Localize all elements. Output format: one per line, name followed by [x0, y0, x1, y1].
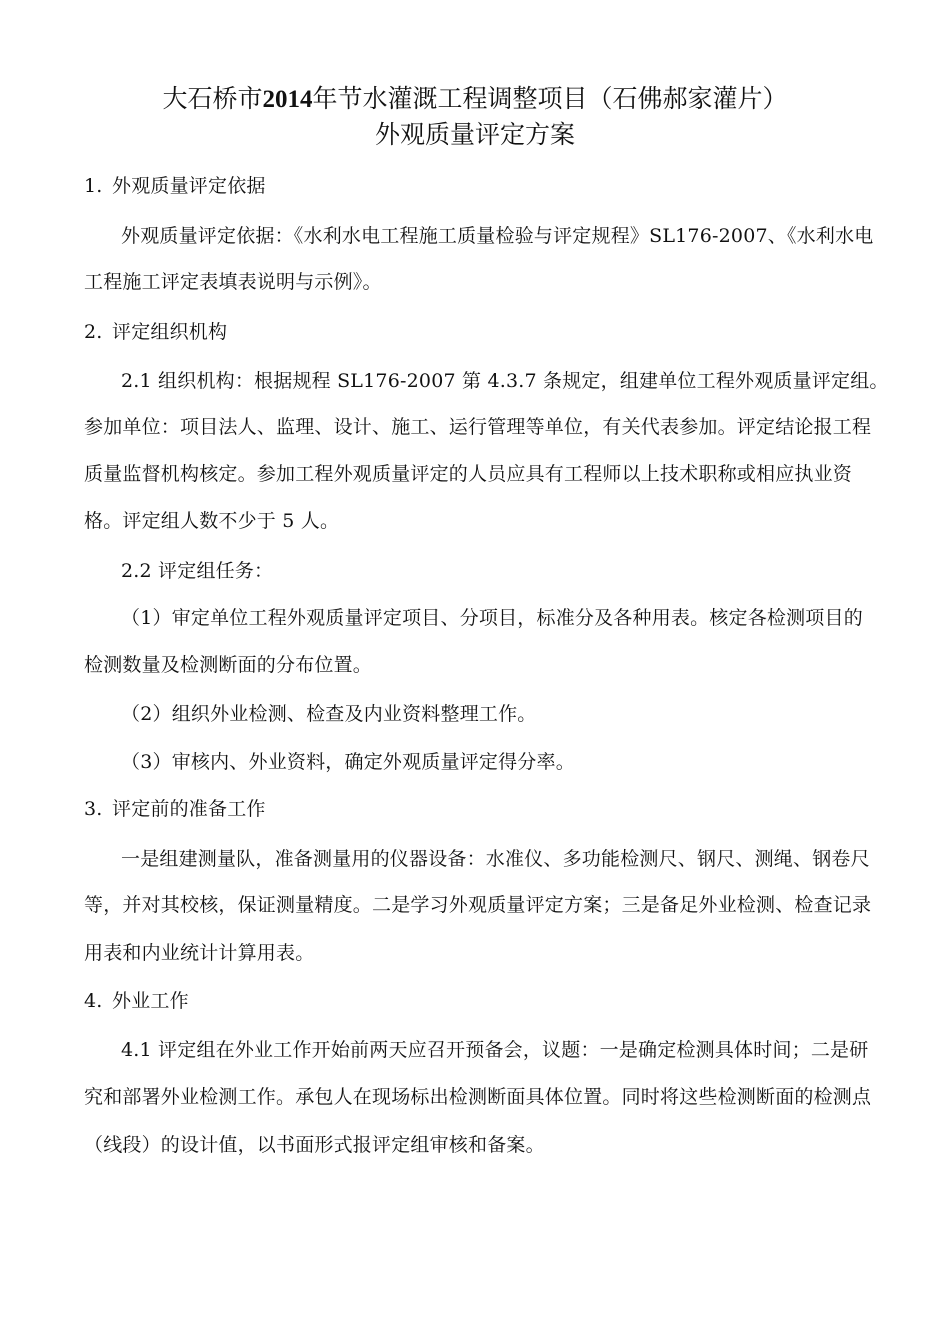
section-1-heading [84, 172, 266, 200]
section-2-1-paragraph-line-3: 质量监督机构核定。参加工程外观质量评定的人员应具有工程师以上技术职称或相应执业资 [84, 463, 853, 485]
section-2-1-paragraph-line-2: 参加单位：项目法人、监理、设计、施工、运行管理等单位，有关代表参加。评定结论报工程 [84, 416, 872, 438]
section-4-1-paragraph-line-1: 4.1 评定组在外业工作开始前两天应召开预备会，议题：一是确定检测具体时间；二是研 [121, 1039, 869, 1061]
section-1-paragraph-line-1: 外观质量评定依据：《水利水电工程施工质量检验与评定规程》SL176-2007、《水利水电 [121, 225, 874, 247]
section-1-number: 1. [84, 175, 103, 197]
section-2-2-item-3: （3）审核内、外业资料，确定外观质量评定得分率。 [121, 751, 575, 773]
section-1-title: 外观质量评定依据 [112, 175, 266, 197]
section-4-1-paragraph-line-2: 究和部署外业检测工作。承包人在现场标出检测断面具体位置。同时将这些检测断面的检测点 [84, 1086, 872, 1108]
title-text-part-2: 年节水灌溉工程调整项目（石佛郝家灌片） [312, 84, 788, 113]
section-2-number: 2. [84, 321, 103, 343]
section-2-title: 评定组织机构 [112, 321, 228, 343]
section-2-heading [84, 318, 227, 346]
document-title-line-1 [0, 82, 950, 117]
section-4-heading [84, 987, 189, 1015]
section-2-2-item-1-line-2: 检测数量及检测断面的分布位置。 [84, 654, 373, 676]
section-2-2-item-1-line-1: （1）审定单位工程外观质量评定项目、分项目，标准分及各种用表。核定各检测项目的 [121, 607, 863, 629]
section-3-title: 评定前的准备工作 [112, 798, 266, 820]
section-3-paragraph-line-1: 一是组建测量队，准备测量用的仪器设备：水准仪、多功能检测尺、钢尺、测绳、钢卷尺 [121, 848, 870, 870]
section-3-heading [84, 795, 266, 823]
section-4-1-paragraph-line-3: （线段）的设计值，以书面形式报评定组审核和备案。 [84, 1134, 545, 1156]
section-4-title: 外业工作 [112, 990, 189, 1012]
title-year: 2014 [262, 86, 313, 113]
section-3-number: 3. [84, 798, 103, 820]
section-4-number: 4. [84, 990, 103, 1012]
section-2-1-paragraph-line-1: 2.1 组织机构：根据规程 SL176-2007 第 4.3.7 条规定，组建单位工程外观质量评定组。 [121, 370, 889, 392]
section-3-paragraph-line-2: 等，并对其校核，保证测量精度。二是学习外观质量评定方案；三是备足外业检测、检查记录 [84, 894, 872, 916]
section-2-2-item-2: （2）组织外业检测、检查及内业资料整理工作。 [121, 703, 537, 725]
title-text-part-1: 大石桥市 [162, 84, 263, 113]
section-2-2-heading: 2.2 评定组任务： [121, 560, 274, 582]
document-title-line-2: 外观质量评定方案 [374, 120, 575, 149]
section-1-paragraph-line-2: 工程施工评定表填表说明与示例》。 [84, 271, 382, 293]
section-3-paragraph-line-3: 用表和内业统计计算用表。 [84, 942, 315, 964]
section-2-1-paragraph-line-4: 格。评定组人数不少于 5 人。 [84, 510, 340, 532]
